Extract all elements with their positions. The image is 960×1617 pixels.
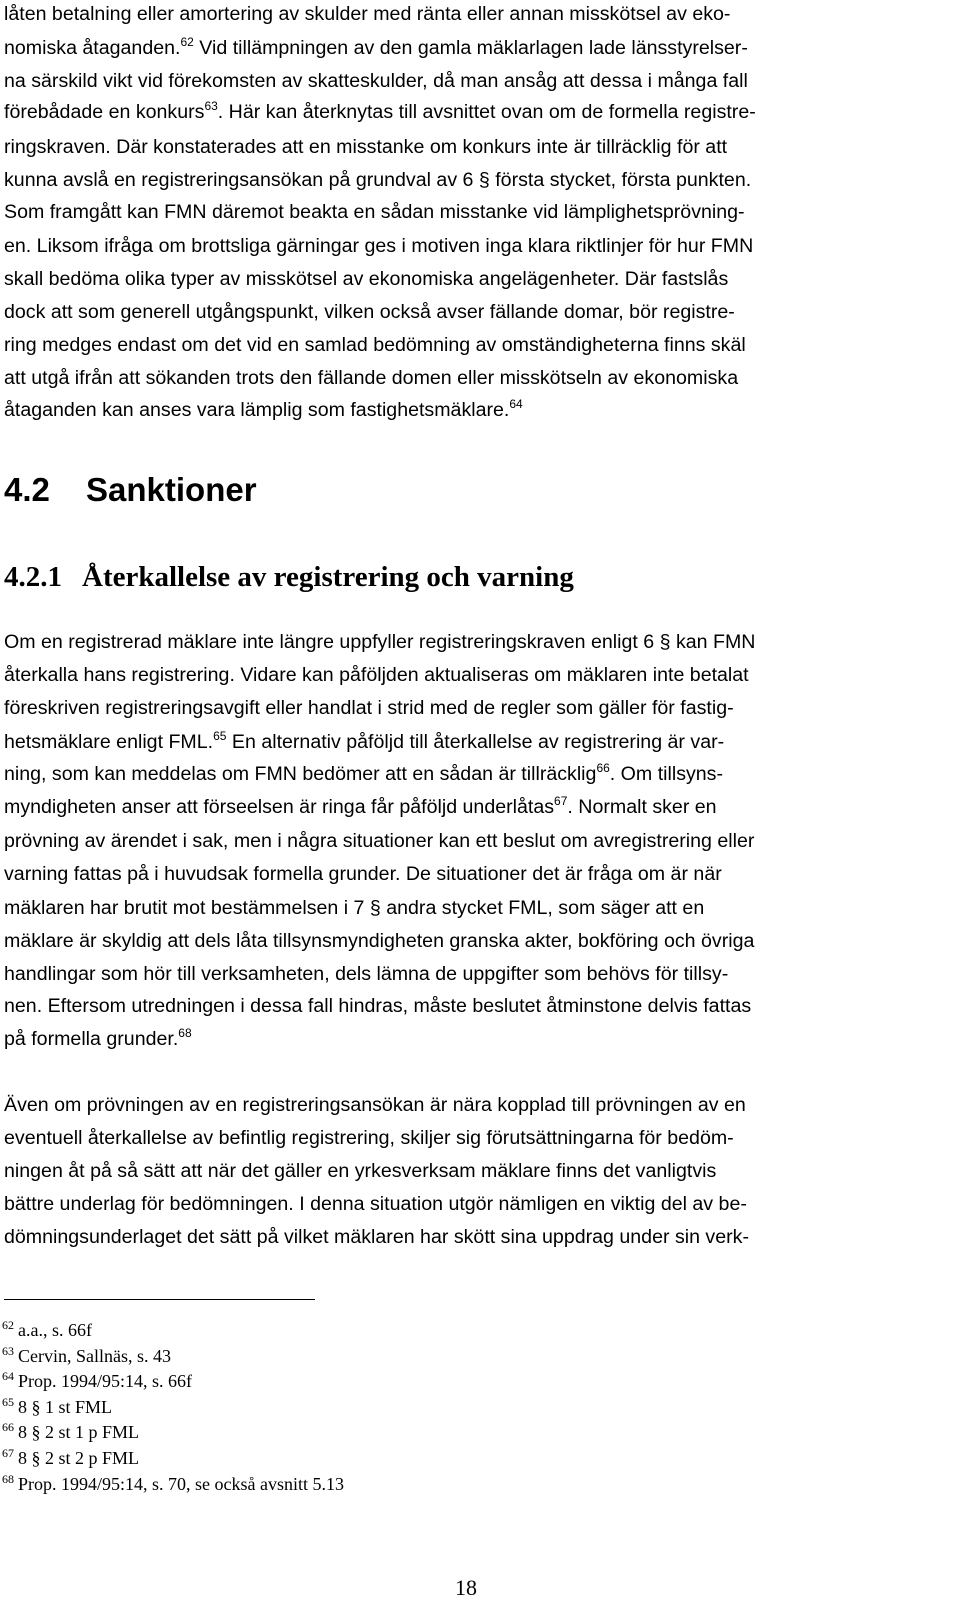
footnote: $^{65}$ 8 § 1 st FML: [2, 1395, 113, 1417]
section-number: 4.2: [4, 471, 50, 508]
text-line: att utgå ifrån att sökanden trots den fällande domen eller misskötseln av ekonomiska: [4, 367, 739, 389]
section-heading: [4, 470, 257, 510]
footnote: $^{67}$ 8 § 2 st 2 p FML: [2, 1446, 140, 1468]
text-line: nen. Eftersom utredningen i dessa fall hindras, måste beslutet åtminstone delvis fattas: [4, 995, 752, 1017]
footnote: $^{63}$ Cervin, Sallnäs, s. 43: [2, 1344, 171, 1366]
text-line: kunna avslå en registreringsansökan på grundval av 6 § första stycket, första punkten.: [4, 169, 752, 191]
subsection-title: Återkallelse av registrering och varning: [82, 561, 574, 593]
text-line: återkalla hans registrering. Vidare kan påföljden aktualiseras om mäklaren inte betalat: [4, 664, 749, 686]
footnote-ref[interactable]: 65: [213, 729, 227, 743]
text-line: handlingar som hör till verksamheten, dels lämna de uppgifter som behövs för tillsy-: [4, 963, 729, 985]
text-line: låten betalning eller amortering av skulder med ränta eller annan misskötsel av eko-: [4, 3, 731, 25]
text-line: prövning av ärendet i sak, men i några situationer kan ett beslut om avregistrering eller: [4, 830, 755, 852]
text-line: varning fattas på i huvudsak formella grunder. De situationer det är fråga om är när: [4, 863, 722, 885]
text-line: skall bedöma olika typer av misskötsel av ekonomiska angelägenheter. Där fastslås: [4, 268, 729, 290]
text-line: na särskild vikt vid förekomsten av skatteskulder, då man ansåg att dessa i många fall: [4, 70, 748, 92]
text-line: föreskriven registreringsavgift eller handlat i strid med de regler som gäller för fastig-: [4, 697, 734, 719]
subsection-heading: [4, 559, 574, 595]
text-line: ning, som kan meddelas om FMN bedömer att en sådan är tillräcklig$^{66}$. Om tillsyns-: [4, 761, 724, 785]
text-line: dömningsunderlaget det sätt på vilket mäklaren har skött sina uppdrag under sin verk-: [4, 1226, 749, 1248]
text-line: på formella grunder.$^{68}$: [4, 1026, 192, 1050]
footnote: $^{66}$ 8 § 2 st 1 p FML: [2, 1420, 140, 1442]
footnote-ref[interactable]: 63: [204, 99, 218, 113]
footnote: $^{64}$ Prop. 1994/95:14, s. 66f: [2, 1369, 193, 1391]
footnote-ref[interactable]: 68: [178, 1026, 192, 1040]
text-line: myndigheten anser att förseelsen är ringa får påföljd underlåtas$^{67}$. Normalt sker en: [4, 794, 717, 818]
footnote-ref[interactable]: 67: [554, 794, 568, 808]
text-line: dock att som generell utgångspunkt, vilken också avser fällande domar, bör registre-: [4, 301, 735, 323]
footnote: $^{62}$ a.a., s. 66f: [2, 1318, 92, 1340]
footnote-separator: [4, 1299, 315, 1300]
text-line: ringskraven. Där konstaterades att en misstanke om konkurs inte är tillräcklig för att: [4, 136, 728, 158]
text-line: mäklaren har brutit mot bestämmelsen i 7 § andra stycket FML, som säger att en: [4, 897, 705, 919]
text-line: ningen åt på så sätt att när det gäller en yrkesverksam mäklare finns det vanligtvis: [4, 1160, 717, 1182]
text-line: eventuell återkallelse av befintlig registrering, skiljer sig förutsättningarna för bedöm-: [4, 1127, 734, 1149]
text-line: Om en registrerad mäklare inte längre uppfyller registreringskraven enligt 6 § kan FMN: [4, 631, 756, 653]
footnote-ref[interactable]: 62: [180, 35, 194, 49]
text-line: hetsmäklare enligt FML.$^{65}$ En alternativ påföljd till återkallelse av registrering är var-: [4, 729, 725, 753]
text-line: åtaganden kan anses vara lämplig som fastighetsmäklare.$^{64}$: [4, 397, 523, 421]
text-line: mäklare är skyldig att dels låta tillsynsmyndigheten granska akter, bokföring och övriga: [4, 930, 755, 952]
footnote: $^{68}$ Prop. 1994/95:14, s. 70, se också avsnitt 5.13: [2, 1472, 344, 1494]
text-line: förebådade en konkurs$^{63}$. Här kan återknytas till avsnittet ovan om de formella registre-: [4, 99, 756, 123]
section-title: Sanktioner: [86, 471, 257, 508]
text-line: en. Liksom ifråga om brottsliga gärningar ges i motiven inga klara riktlinjer för hur FMN: [4, 235, 754, 257]
text-line: Även om prövningen av en registreringsansökan är nära kopplad till prövningen av en: [4, 1094, 746, 1116]
text-line: bättre underlag för bedömningen. I denna situation utgör nämligen en viktig del av be-: [4, 1193, 747, 1215]
text-line: nomiska åtaganden.$^{62}$ Vid tillämpningen av den gamla mäklarlagen lade länsstyrelser-: [4, 35, 748, 59]
text-line: ring medges endast om det vid en samlad bedömning av omständigheterna finns skäl: [4, 334, 746, 356]
footnote-ref[interactable]: 64: [509, 397, 523, 411]
text-line: Som framgått kan FMN däremot beakta en sådan misstanke vid lämplighetsprövning-: [4, 201, 745, 223]
page-number: 18: [455, 1575, 477, 1600]
subsection-number: 4.2.1: [4, 561, 62, 593]
footnote-ref[interactable]: 66: [596, 761, 610, 775]
